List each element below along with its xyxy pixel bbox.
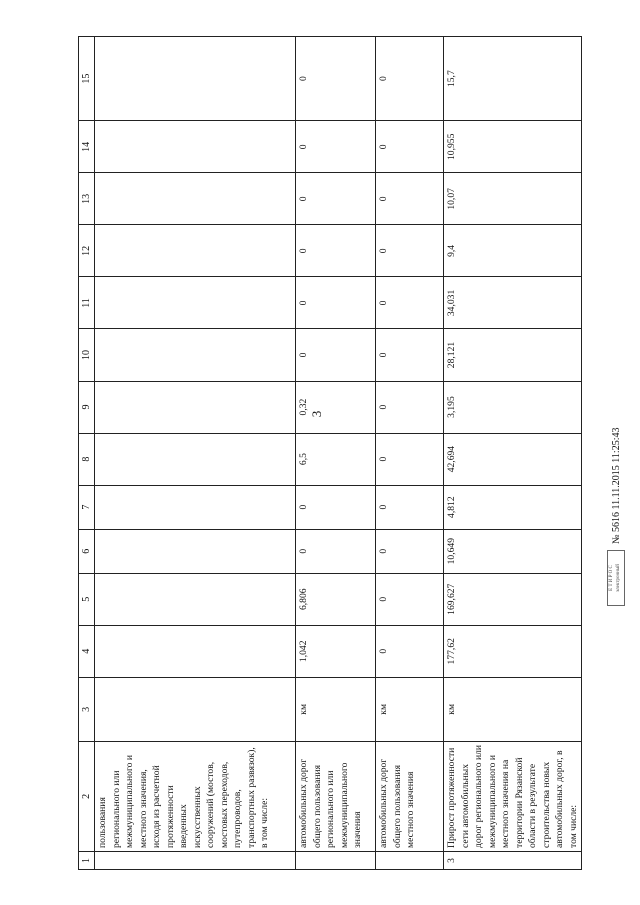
registration-stamp <box>602 316 630 606</box>
table-row <box>95 37 296 870</box>
table-cell: 0 <box>376 485 444 529</box>
table-cell <box>95 329 296 381</box>
table-cell <box>95 381 296 433</box>
table-row <box>376 37 444 870</box>
table-cell: 10,649 <box>444 529 582 573</box>
stamp-logo-line2: электронный <box>616 564 621 592</box>
table-cell: 0 <box>376 573 444 625</box>
header-row <box>79 37 95 870</box>
table-cell: 10,07 <box>444 173 582 225</box>
table-cell <box>95 485 296 529</box>
row-description: Прирост протяженности сети автомобильных дорог регионального или межмуниципального и местного значения на территории Рязанской области в результате строительства новых автомобильных дорог, в том числе: <box>444 741 582 851</box>
data-table <box>78 36 582 870</box>
stamp-logo <box>607 550 625 606</box>
table-cell: 0 <box>376 173 444 225</box>
header-cell: 6 <box>79 529 95 573</box>
table-cell: 9,4 <box>444 225 582 277</box>
header-cell: 14 <box>79 121 95 173</box>
header-cell: 8 <box>79 433 95 485</box>
table-cell: 0 <box>376 329 444 381</box>
table-cell: 0 <box>296 37 376 121</box>
table-cell: 0 <box>376 37 444 121</box>
table-cell: 0 <box>376 277 444 329</box>
table-cell: 0 <box>296 529 376 573</box>
table-cell: км <box>444 677 582 741</box>
stamp-text: № 5616 11.11.2015 11:25:43 <box>610 427 622 544</box>
table-cell: 15,7 <box>444 37 582 121</box>
table-cell <box>95 121 296 173</box>
table-cell <box>95 37 296 121</box>
header-cell: 12 <box>79 225 95 277</box>
table-cell: 0 <box>296 485 376 529</box>
table-cell: 42,694 <box>444 433 582 485</box>
header-cell: 9 <box>79 381 95 433</box>
table-cell: 0 <box>296 173 376 225</box>
header-cell: 7 <box>79 485 95 529</box>
table-cell: 10,955 <box>444 121 582 173</box>
header-cell: 1 <box>79 851 95 869</box>
table-cell: 169,627 <box>444 573 582 625</box>
header-cell: 10 <box>79 329 95 381</box>
table-row <box>296 37 376 870</box>
header-cell: 2 <box>79 741 95 851</box>
table-cell: 6,5 <box>296 433 376 485</box>
table-cell <box>95 433 296 485</box>
table-cell <box>95 677 296 741</box>
table-cell: 0,32 <box>296 381 376 433</box>
table-cell <box>95 625 296 677</box>
table-cell: км <box>296 677 376 741</box>
table-cell: 0 <box>296 225 376 277</box>
table-cell <box>95 851 296 869</box>
rotated-table-wrapper <box>78 36 579 870</box>
table-cell <box>95 573 296 625</box>
table-cell: 0 <box>376 529 444 573</box>
table-row <box>444 37 582 870</box>
header-cell: 3 <box>79 677 95 741</box>
header-cell: 15 <box>79 37 95 121</box>
table-cell: 0 <box>376 381 444 433</box>
table-cell: 3 <box>444 851 582 869</box>
table-cell: 0 <box>376 225 444 277</box>
table-cell <box>95 277 296 329</box>
page-number: 3 <box>309 410 324 418</box>
table-cell: 6,806 <box>296 573 376 625</box>
table-cell: 177,62 <box>444 625 582 677</box>
table-cell: 0 <box>376 121 444 173</box>
header-cell: 13 <box>79 173 95 225</box>
table-cell <box>376 851 444 869</box>
header-cell: 11 <box>79 277 95 329</box>
table-cell <box>95 529 296 573</box>
table-cell <box>95 173 296 225</box>
table-cell: 28,121 <box>444 329 582 381</box>
header-cell: 5 <box>79 573 95 625</box>
table-cell: 1,042 <box>296 625 376 677</box>
table-cell: км <box>376 677 444 741</box>
table-cell: 0 <box>296 121 376 173</box>
table-cell: 0 <box>376 625 444 677</box>
row-description: пользования регионального или межмуниципального и местного значения, исходя из расчетной протяженности введенных искусственных сооружений (мостов, мостовых переходов, путепроводов, транспортных развязок), в том числе: <box>95 741 296 851</box>
table-cell: 3,195 <box>444 381 582 433</box>
table-cell: 0 <box>296 329 376 381</box>
table-cell: 0 <box>376 433 444 485</box>
table-cell: 4,812 <box>444 485 582 529</box>
row-description: автомобильных дорог общего пользования регионального или межмуниципального значения <box>296 741 376 851</box>
stamp-logo-line1: Е Т И Р О С <box>609 565 614 591</box>
row-description: автомобильных дорог общего пользования местного значения <box>376 741 444 851</box>
table-cell <box>296 851 376 869</box>
table-cell: 34,031 <box>444 277 582 329</box>
header-cell: 4 <box>79 625 95 677</box>
table-cell: 0 <box>296 277 376 329</box>
table-cell <box>95 225 296 277</box>
